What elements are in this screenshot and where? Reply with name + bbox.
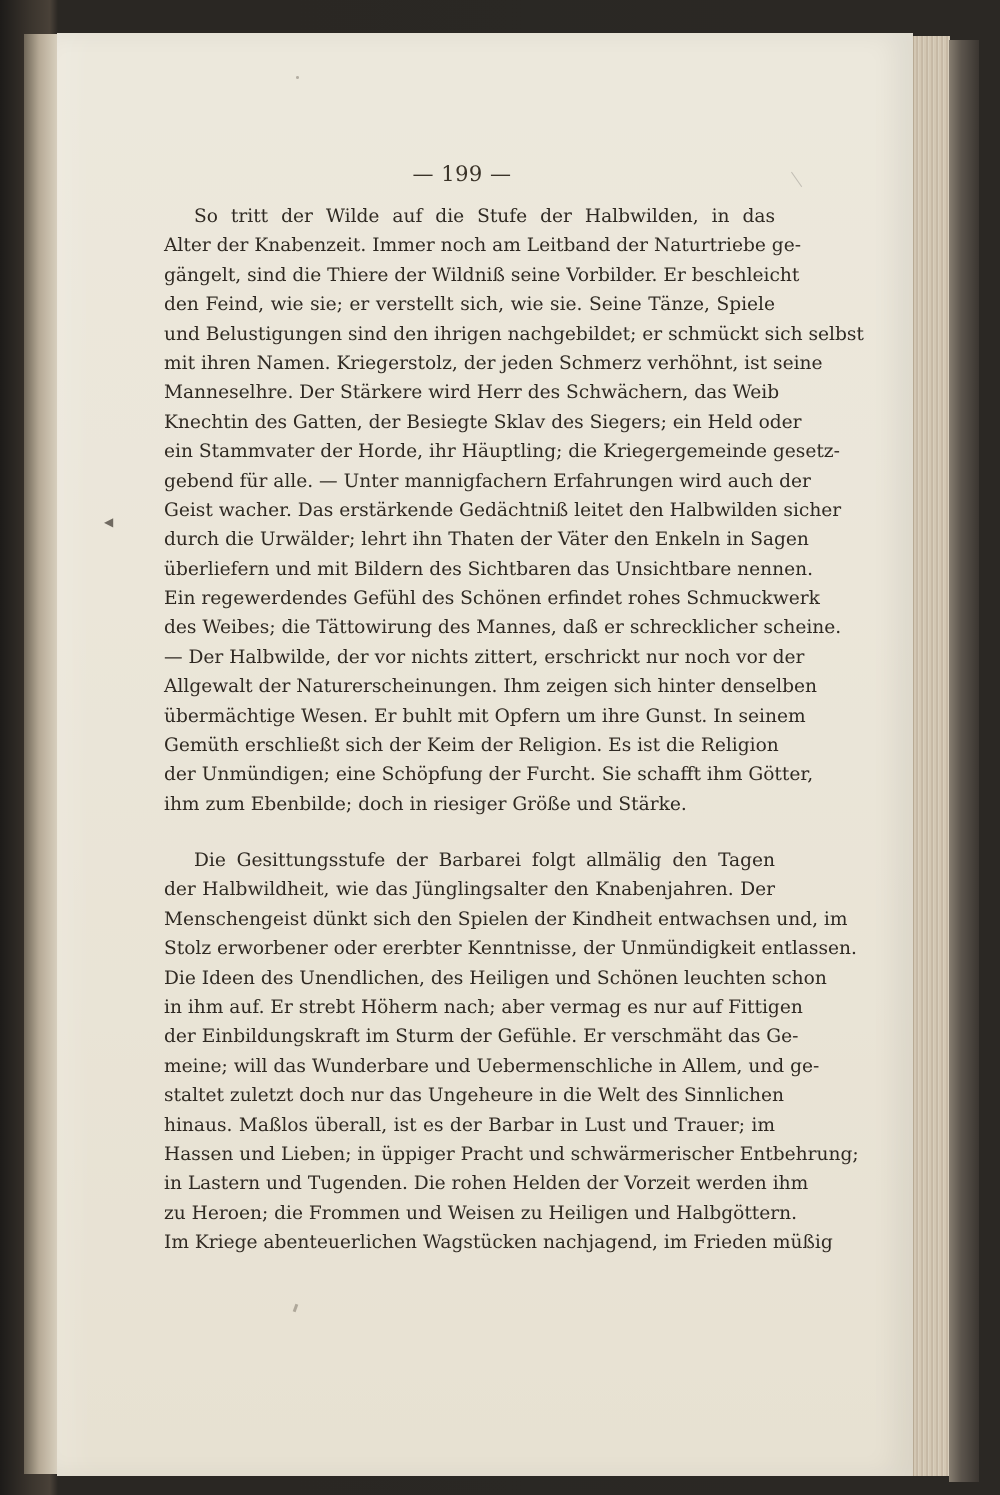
book-cover-edge	[949, 40, 979, 1482]
text-line: der Halbwildheit, wie das Jünglingsalter den Knabenjahren. Der	[164, 879, 775, 901]
paragraph-barbarei	[164, 846, 859, 1257]
text-line: ein Stammvater der Horde, ihr Häuptling; die Kriegergemeinde gesetz-	[164, 441, 840, 463]
text-line: Hassen und Lieben; in üppiger Pracht und schwärmerischer Entbehrung;	[164, 1143, 859, 1165]
text-line: Im Kriege abenteuerlichen Wagstücken nachjagend, im Frieden müßig	[164, 1232, 833, 1254]
text-line: der Unmündigen; eine Schöpfung der Furcht. Sie schafft ihm Götter,	[164, 764, 814, 786]
text-line: Alter der Knabenzeit. Immer noch am Leitband der Naturtriebe ge-	[164, 235, 801, 257]
right-page-stack	[913, 36, 950, 1476]
text-line: Ein regewerdendes Gefühl des Schönen erfindet rohes Schmuckwerk	[164, 588, 820, 610]
text-line: gängelt, sind die Thiere der Wildniß seine Vorbilder. Er beschleicht	[164, 264, 800, 286]
text-line: zu Heroen; die Frommen und Weisen zu Heiligen und Halbgöttern.	[164, 1202, 798, 1224]
paper-speck	[296, 76, 299, 79]
text-line: in Lastern und Tugenden. Die rohen Helden der Vorzeit werden ihm	[164, 1173, 809, 1195]
text-line: Knechtin des Gatten, der Besiegte Sklav des Siegers; ein Held oder	[164, 411, 802, 433]
text-line: Stolz erworbener oder ererbter Kenntnisse, der Unmündigkeit entlassen.	[164, 938, 857, 960]
text-line: den Feind, wie sie; er verstellt sich, wie sie. Seine Tänze, Spiele	[164, 294, 775, 316]
text-line: Manneselhre. Der Stärkere wird Herr des Schwächern, das Weib	[164, 382, 780, 404]
text-line: So tritt der Wilde auf die Stufe der Halbwilden, in das	[194, 206, 775, 227]
text-line: — Der Halbwilde, der vor nichts zittert, erschrickt nur noch vor der	[164, 646, 805, 668]
text-line: durch die Urwälder; lehrt ihn Thaten der Väter den Enkeln in Sagen	[164, 529, 809, 551]
text-line: der Einbildungskraft im Sturm der Gefühle. Er verschmäht das Ge-	[164, 1026, 799, 1048]
paragraph-halbwilden	[164, 202, 864, 819]
text-line: Die Gesittungsstufe der Barbarei folgt allmälig den Tagen	[194, 850, 775, 871]
text-line: mit ihren Namen. Kriegerstolz, der jeden Schmerz verhöhnt, ist seine	[164, 352, 823, 374]
text-line: hinaus. Maßlos überall, ist es der Barbar in Lust und Trauer; im	[164, 1114, 775, 1136]
text-line: meine; will das Wunderbare und Uebermenschliche in Allem, und ge-	[164, 1055, 820, 1077]
margin-mark-icon: ◀	[104, 515, 114, 529]
text-line: Gemüth erschließt sich der Keim der Religion. Es ist die Religion	[164, 735, 779, 757]
text-line: überliefern und mit Bildern des Sichtbaren das Unsichtbare nennen.	[164, 558, 814, 580]
page-number: — 199 —	[412, 162, 512, 186]
text-line: übermächtige Wesen. Er buhlt mit Opfern um ihre Gunst. In seinem	[164, 705, 806, 727]
text-line: und Belustigungen sind den ihrigen nachgebildet; er schmückt sich selbst	[164, 323, 864, 345]
text-line: ihm zum Ebenbilde; doch in riesiger Größe und Stärke.	[164, 793, 687, 815]
text-line: Geist wacher. Das erstärkende Gedächtniß leitet den Halbwilden sicher	[164, 499, 842, 521]
left-page-edge	[24, 34, 59, 1474]
text-line: Allgewalt der Naturerscheinungen. Ihm zeigen sich hinter denselben	[164, 676, 817, 698]
text-line: in ihm auf. Er strebt Höherm nach; aber vermag es nur auf Fittigen	[164, 996, 803, 1018]
text-line: des Weibes; die Tättowirung des Mannes, daß er schrecklicher scheine.	[164, 617, 842, 639]
text-line: staltet zuletzt doch nur das Ungeheure in die Welt des Sinnlichen	[164, 1085, 784, 1107]
text-line: Menschengeist dünkt sich den Spielen der Kindheit entwachsen und, im	[164, 908, 848, 930]
text-line: Die Ideen des Unendlichen, des Heiligen und Schönen leuchten schon	[164, 967, 827, 989]
text-line: gebend für alle. — Unter mannigfachern Erfahrungen wird auch der	[164, 470, 811, 492]
